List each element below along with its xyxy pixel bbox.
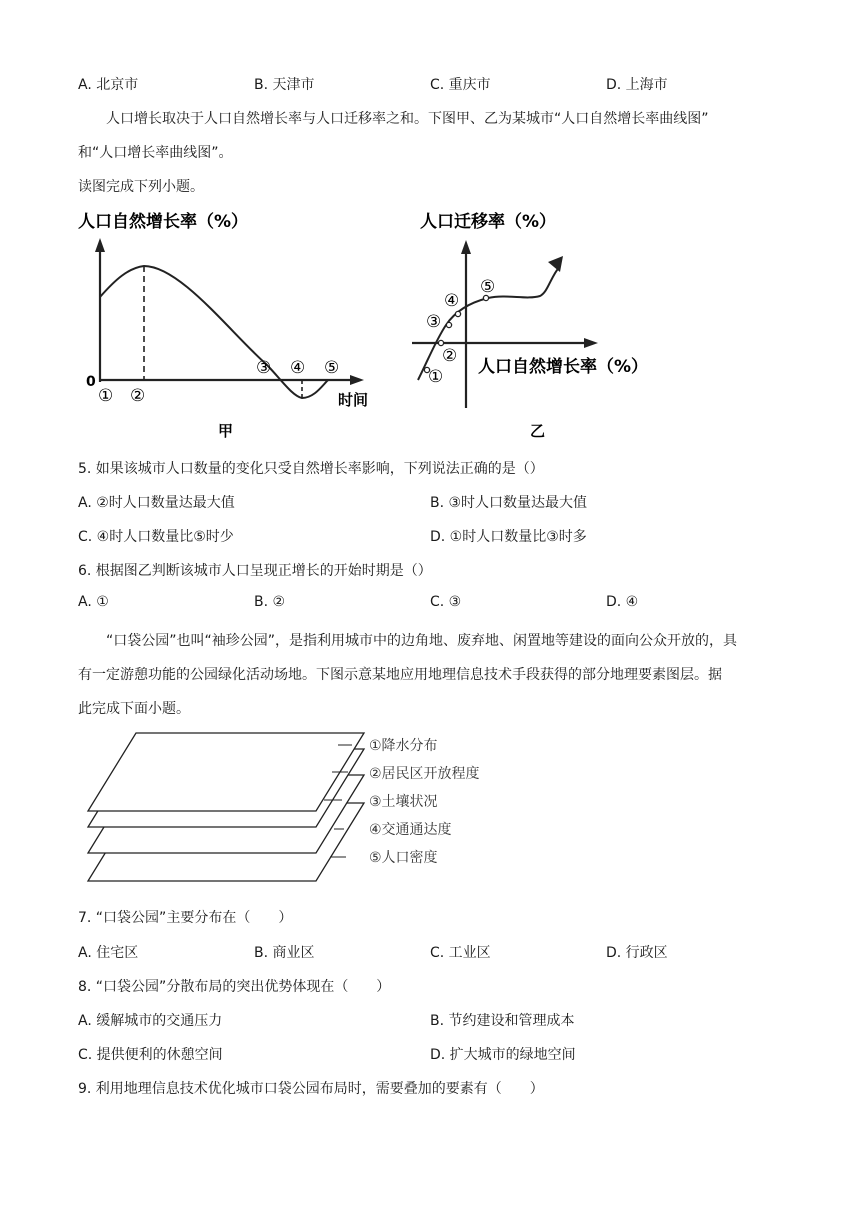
graph-a-caption: 甲 [218,422,234,440]
q7-option-d: D. 行政区 [606,945,668,961]
graph-b-curve-arrow [548,256,563,272]
layer-label-5: ⑤人口密度 [369,850,438,866]
q7-option-c: C. 工业区 [430,945,491,961]
q8-option-d: D. 扩大城市的绿地空间 [430,1047,576,1063]
graph-a-point-3: ③ [256,358,272,378]
q6-option-a: A. ① [78,594,109,610]
gis-layers-figure [80,728,520,888]
q4-option-d: D. 上海市 [606,77,668,93]
graph-a-point-1: ① [98,386,114,406]
q7-stem: 7. “口袋公园”主要分布在（ ） [78,910,293,926]
graph-b-point-5: ⑤ [480,277,496,297]
graph-b-dot-4 [455,311,460,316]
intro1-line2: 和“人口增长率曲线图”。 [78,145,233,161]
q9-stem: 9. 利用地理信息技术优化城市口袋公园布局时，需要叠加的要素有（ ） [78,1081,544,1097]
q4-option-a: A. 北京市 [78,77,139,93]
graph-b-y-arrow [461,240,471,254]
q8-option-b: B. 节约建设和管理成本 [430,1013,575,1029]
graph-b-point-2: ② [442,346,458,366]
graph-a-point-4: ④ [290,358,306,378]
q6-stem: 6. 根据图乙判断该城市人口呈现正增长的开始时期是（） [78,563,432,579]
graph-a-x-arrow [350,375,364,385]
q8-option-a: A. 缓解城市的交通压力 [78,1013,223,1029]
layer-label-2: ②居民区开放程度 [369,766,480,782]
intro1-line3: 读图完成下列小题。 [78,179,204,195]
intro1-line1: 人口增长取决于人口自然增长率与人口迁移率之和。下图甲、乙为某城市“人口自然增长率曲线图” [106,111,709,127]
graph-a-origin: 0 [86,374,96,390]
layer-label-4: ④交通通达度 [369,822,452,838]
graph-b-point-4: ④ [444,291,460,311]
graph-b-ylabel: 人口迁移率（%） [420,212,557,232]
graph-a-xlabel: 时间 [338,391,369,409]
q7-option-a: A. 住宅区 [78,945,139,961]
graph-natural-growth [70,200,390,450]
graph-a-ylabel: 人口自然增长率（%） [78,212,249,232]
q6-option-b: B. ② [254,594,286,610]
layer-1-sheet [88,733,364,811]
q5-option-b: B. ③时人口数量达最大值 [430,495,588,511]
graph-b-caption: 乙 [530,422,546,440]
q8-option-c: C. 提供便利的休憩空间 [78,1047,223,1063]
graph-a-y-arrow [95,238,105,252]
q5-stem: 5. 如果该城市人口数量的变化只受自然增长率影响，下列说法正确的是（） [78,461,544,477]
layer-label-1: ①降水分布 [369,738,438,754]
q4-option-c: C. 重庆市 [430,77,491,93]
q7-option-b: B. 商业区 [254,945,315,961]
graph-a-point-5: ⑤ [324,358,340,378]
q5-option-a: A. ②时人口数量达最大值 [78,495,235,511]
graph-b-dot-3 [446,322,451,327]
intro2-line2: 有一定游憩功能的公园绿化活动场地。下图示意某地应用地理信息技术手段获得的部分地理要素图层。据 [78,667,722,683]
graph-b-x-arrow [584,338,598,348]
q5-option-d: D. ①时人口数量比③时多 [430,529,587,545]
graph-b-point-1: ① [428,367,444,387]
layer-label-3: ③土壤状况 [369,794,438,810]
graph-migration [400,200,680,450]
q4-option-b: B. 天津市 [254,77,315,93]
graph-b-dot-2 [438,340,443,345]
graph-b-point-3: ③ [426,312,442,332]
q5-option-c: C. ④时人口数量比⑤时少 [78,529,234,545]
q6-option-d: D. ④ [606,594,639,610]
intro2-line1: “口袋公园”也叫“袖珍公园”，是指利用城市中的边角地、废弃地、闲置地等建设的面向公众开放的，具 [106,633,738,649]
graph-a-point-2: ② [130,386,146,406]
q6-option-c: C. ③ [430,594,462,610]
graph-a-curve [100,266,328,398]
intro2-line3: 此完成下面小题。 [78,701,190,717]
graph-b-xlabel: 人口自然增长率（%） [478,357,649,377]
q8-stem: 8. “口袋公园”分散布局的突出优势体现在（ ） [78,979,391,995]
